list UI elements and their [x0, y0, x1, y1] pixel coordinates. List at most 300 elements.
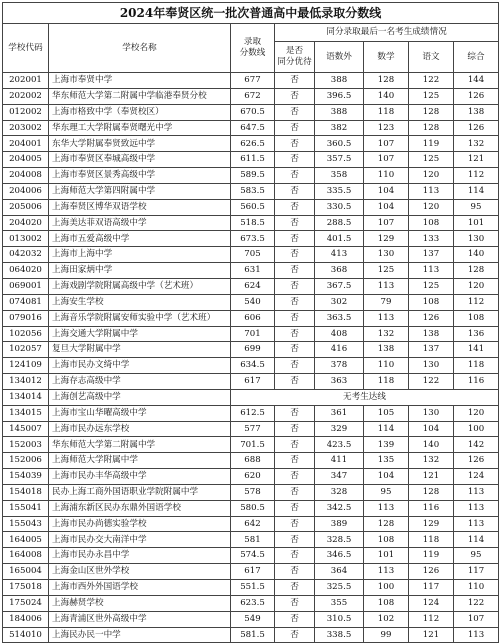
cell-priority: 否	[275, 247, 315, 263]
header-priority-line2: 同分优待	[277, 57, 312, 67]
cell-min-score: 677	[231, 73, 275, 89]
cell-comprehensive: 132	[454, 136, 499, 152]
cell-chinese: 108	[409, 215, 454, 231]
cell-math: 113	[364, 310, 409, 326]
cell-chinese: 119	[409, 136, 454, 152]
cell-school-name: 上海交通大学附属中学	[49, 326, 231, 342]
cell-comprehensive: 141	[454, 342, 499, 358]
header-chinese: 语文	[409, 42, 454, 73]
cell-comprehensive: 130	[454, 231, 499, 247]
cell-school-code: 079016	[3, 310, 49, 326]
cell-chinese: 124	[409, 595, 454, 611]
cell-math: 132	[364, 326, 409, 342]
cell-min-score: 611.5	[231, 152, 275, 168]
cell-chinese-math-foreign: 396.5	[315, 88, 364, 104]
cell-priority: 否	[275, 263, 315, 279]
table-body	[3, 73, 499, 643]
cell-school-code: 069001	[3, 278, 49, 294]
cell-chinese-math-foreign: 342.5	[315, 500, 364, 516]
cell-comprehensive: 112	[454, 294, 499, 310]
table-row	[3, 548, 499, 564]
cell-math: 107	[364, 152, 409, 168]
cell-school-name: 上海美达菲双语高级中学	[49, 215, 231, 231]
cell-school-code: 164008	[3, 548, 49, 564]
cell-school-code: 205006	[3, 199, 49, 215]
header-min-score-line2: 分数线	[239, 48, 266, 58]
cell-min-score: 612.5	[231, 405, 275, 421]
cell-school-code: 154039	[3, 469, 49, 485]
cell-chinese-math-foreign: 329	[315, 421, 364, 437]
cell-school-name: 上海市上海中学	[49, 247, 231, 263]
header-tie-group: 同分录取最后一名考生成绩情况	[275, 24, 499, 42]
cell-priority: 否	[275, 500, 315, 516]
cell-chinese-math-foreign: 389	[315, 516, 364, 532]
cell-school-name: 华东理工大学附属奉贤曙光中学	[49, 120, 231, 136]
cell-comprehensive: 126	[454, 453, 499, 469]
cell-chinese: 138	[409, 326, 454, 342]
cell-chinese: 132	[409, 453, 454, 469]
cell-min-score: 688	[231, 453, 275, 469]
cell-school-code: 165004	[3, 564, 49, 580]
cell-math: 129	[364, 231, 409, 247]
cell-comprehensive: 126	[454, 120, 499, 136]
cell-chinese: 140	[409, 437, 454, 453]
cell-priority: 否	[275, 183, 315, 199]
cell-chinese-math-foreign: 358	[315, 168, 364, 184]
cell-min-score: 581	[231, 532, 275, 548]
cell-school-name: 复旦大学附属中学	[49, 342, 231, 358]
cell-school-code: 204006	[3, 183, 49, 199]
table-row	[3, 389, 499, 405]
cell-school-name: 上海奉贤区博华双语学校	[49, 199, 231, 215]
cell-math: 113	[364, 500, 409, 516]
score-table-container	[2, 2, 498, 643]
cell-school-code: 064020	[3, 263, 49, 279]
table-row	[3, 183, 499, 199]
cell-priority: 否	[275, 326, 315, 342]
cell-min-score: 701.5	[231, 437, 275, 453]
cell-priority: 否	[275, 516, 315, 532]
cell-chinese: 113	[409, 183, 454, 199]
table-row	[3, 500, 499, 516]
cell-chinese: 125	[409, 88, 454, 104]
cell-school-name: 上海创艺高级中学	[49, 389, 231, 405]
cell-chinese: 121	[409, 469, 454, 485]
cell-math: 123	[364, 120, 409, 136]
header-min-score-line1: 录取	[243, 37, 262, 48]
cell-comprehensive: 122	[454, 595, 499, 611]
cell-priority: 否	[275, 294, 315, 310]
cell-math: 113	[364, 278, 409, 294]
cell-math: 99	[364, 627, 409, 643]
table-row	[3, 516, 499, 532]
cell-note: 无考生达线	[231, 389, 499, 405]
cell-math: 114	[364, 421, 409, 437]
cell-school-name: 上海浦东新区民办东鼎外国语学校	[49, 500, 231, 516]
table-row	[3, 231, 499, 247]
cell-school-code: 514010	[3, 627, 49, 643]
cell-priority: 否	[275, 548, 315, 564]
cell-priority: 否	[275, 580, 315, 596]
table-row	[3, 358, 499, 374]
cell-school-code: 155043	[3, 516, 49, 532]
cell-min-score: 581.5	[231, 627, 275, 643]
table-row	[3, 469, 499, 485]
table-row	[3, 405, 499, 421]
table-row	[3, 294, 499, 310]
cell-school-code: 204001	[3, 136, 49, 152]
cell-math: 102	[364, 611, 409, 627]
cell-chinese: 128	[409, 104, 454, 120]
cell-math: 107	[364, 215, 409, 231]
cell-chinese-math-foreign: 335.5	[315, 183, 364, 199]
table-title: 2024年奉贤区统一批次普通高中最低录取分数线	[3, 3, 499, 24]
table-row	[3, 136, 499, 152]
cell-school-code: 204005	[3, 152, 49, 168]
cell-school-name: 上海市奉贤区景秀高级中学	[49, 168, 231, 184]
cell-school-name: 上海市民办尚德实验学校	[49, 516, 231, 532]
cell-math: 104	[364, 199, 409, 215]
cell-chinese-math-foreign: 302	[315, 294, 364, 310]
cell-priority: 否	[275, 405, 315, 421]
cell-min-score: 540	[231, 294, 275, 310]
cell-chinese: 137	[409, 247, 454, 263]
cell-chinese-math-foreign: 368	[315, 263, 364, 279]
cell-priority: 否	[275, 136, 315, 152]
cell-comprehensive: 118	[454, 358, 499, 374]
cell-math: 128	[364, 73, 409, 89]
table-row	[3, 580, 499, 596]
cell-chinese: 122	[409, 374, 454, 390]
cell-min-score: 560.5	[231, 199, 275, 215]
cell-min-score: 617	[231, 564, 275, 580]
cell-comprehensive: 124	[454, 469, 499, 485]
cell-chinese-math-foreign: 413	[315, 247, 364, 263]
cell-min-score: 577	[231, 421, 275, 437]
cell-min-score: 705	[231, 247, 275, 263]
table-row	[3, 595, 499, 611]
cell-school-code: 152003	[3, 437, 49, 453]
cell-min-score: 583.5	[231, 183, 275, 199]
table-row	[3, 310, 499, 326]
header-min-score	[231, 24, 275, 73]
cell-school-code: 102056	[3, 326, 49, 342]
cell-chinese-math-foreign: 288.5	[315, 215, 364, 231]
cell-chinese: 133	[409, 231, 454, 247]
cell-math: 110	[364, 358, 409, 374]
cell-school-code: 152006	[3, 453, 49, 469]
table-row	[3, 168, 499, 184]
cell-math: 113	[364, 564, 409, 580]
cell-min-score: 551.5	[231, 580, 275, 596]
cell-min-score: 606	[231, 310, 275, 326]
cell-min-score: 518.5	[231, 215, 275, 231]
cell-chinese: 120	[409, 199, 454, 215]
cell-school-name: 上海市格致中学（奉贤校区）	[49, 104, 231, 120]
cell-school-name: 上海市民办永昌中学	[49, 548, 231, 564]
cell-school-code: 012002	[3, 104, 49, 120]
cell-min-score: 580.5	[231, 500, 275, 516]
cell-chinese: 119	[409, 548, 454, 564]
cell-school-code: 134012	[3, 374, 49, 390]
cell-chinese: 122	[409, 73, 454, 89]
table-row	[3, 215, 499, 231]
cell-priority: 否	[275, 120, 315, 136]
cell-comprehensive: 136	[454, 326, 499, 342]
cell-math: 118	[364, 374, 409, 390]
cell-priority: 否	[275, 611, 315, 627]
cell-school-name: 上海市宝山华曜高级中学	[49, 405, 231, 421]
cell-school-code: 184006	[3, 611, 49, 627]
cell-chinese-math-foreign: 411	[315, 453, 364, 469]
cell-chinese-math-foreign: 310.5	[315, 611, 364, 627]
table-row	[3, 247, 499, 263]
cell-min-score: 670.5	[231, 104, 275, 120]
table-row	[3, 611, 499, 627]
cell-chinese-math-foreign: 388	[315, 73, 364, 89]
cell-math: 130	[364, 247, 409, 263]
cell-school-code: 134015	[3, 405, 49, 421]
cell-math: 95	[364, 484, 409, 500]
cell-chinese: 137	[409, 342, 454, 358]
cell-min-score: 673.5	[231, 231, 275, 247]
cell-math: 100	[364, 580, 409, 596]
cell-chinese-math-foreign: 408	[315, 326, 364, 342]
cell-min-score: 699	[231, 342, 275, 358]
cell-chinese-math-foreign: 347	[315, 469, 364, 485]
cell-school-code: 175024	[3, 595, 49, 611]
cell-school-name: 上海戏剧学院附属高级中学（艺术班）	[49, 278, 231, 294]
cell-math: 107	[364, 136, 409, 152]
cell-chinese-math-foreign: 338.5	[315, 627, 364, 643]
table-row	[3, 120, 499, 136]
cell-comprehensive: 95	[454, 199, 499, 215]
cell-priority: 否	[275, 627, 315, 643]
table-row	[3, 437, 499, 453]
cell-comprehensive: 138	[454, 104, 499, 120]
cell-comprehensive: 116	[454, 374, 499, 390]
cell-chinese-math-foreign: 361	[315, 405, 364, 421]
cell-comprehensive: 110	[454, 580, 499, 596]
table-row	[3, 421, 499, 437]
cell-chinese-math-foreign: 363.5	[315, 310, 364, 326]
cell-comprehensive: 107	[454, 611, 499, 627]
cell-school-name: 华东师范大学第二附属中学临港奉贤分校	[49, 88, 231, 104]
header-priority	[275, 42, 315, 73]
cell-priority: 否	[275, 168, 315, 184]
cell-math: 104	[364, 469, 409, 485]
cell-min-score: 626.5	[231, 136, 275, 152]
cell-school-code: 164005	[3, 532, 49, 548]
cell-school-name: 上海市民办远东学校	[49, 421, 231, 437]
cell-chinese: 117	[409, 580, 454, 596]
table-row	[3, 326, 499, 342]
cell-chinese-math-foreign: 423.5	[315, 437, 364, 453]
cell-min-score: 623.5	[231, 595, 275, 611]
cell-chinese: 121	[409, 627, 454, 643]
cell-school-name: 华东师范大学第二附属中学	[49, 437, 231, 453]
header-priority-line1: 是否	[285, 46, 304, 57]
cell-min-score: 701	[231, 326, 275, 342]
cell-chinese: 130	[409, 358, 454, 374]
cell-min-score: 549	[231, 611, 275, 627]
cell-chinese-math-foreign: 401.5	[315, 231, 364, 247]
cell-math: 118	[364, 104, 409, 120]
cell-school-name: 上海音乐学院附属安师实验中学（艺术班）	[49, 310, 231, 326]
cell-math: 108	[364, 595, 409, 611]
cell-comprehensive: 120	[454, 405, 499, 421]
cell-school-code: 042032	[3, 247, 49, 263]
score-table	[2, 2, 499, 643]
header-school-code: 学校代码	[3, 24, 49, 73]
cell-school-name: 上海市民办文绮中学	[49, 358, 231, 374]
cell-priority: 否	[275, 199, 315, 215]
cell-priority: 否	[275, 73, 315, 89]
cell-min-score: 578	[231, 484, 275, 500]
cell-chinese-math-foreign: 328	[315, 484, 364, 500]
cell-chinese-math-foreign: 363	[315, 374, 364, 390]
cell-school-name: 上海青浦区世外高级中学	[49, 611, 231, 627]
cell-school-code: 154018	[3, 484, 49, 500]
cell-chinese-math-foreign: 330.5	[315, 199, 364, 215]
cell-priority: 否	[275, 278, 315, 294]
cell-chinese: 120	[409, 168, 454, 184]
cell-school-name: 上海市奉贤中学	[49, 73, 231, 89]
cell-chinese: 113	[409, 263, 454, 279]
cell-school-code: 175018	[3, 580, 49, 596]
cell-school-code: 074081	[3, 294, 49, 310]
cell-school-name: 上海市五爱高级中学	[49, 231, 231, 247]
cell-school-name: 上海市民办丰华高级中学	[49, 469, 231, 485]
cell-math: 139	[364, 437, 409, 453]
cell-comprehensive: 144	[454, 73, 499, 89]
cell-priority: 否	[275, 484, 315, 500]
cell-chinese: 130	[409, 405, 454, 421]
table-row	[3, 199, 499, 215]
table-row	[3, 484, 499, 500]
cell-priority: 否	[275, 421, 315, 437]
table-row	[3, 88, 499, 104]
cell-chinese: 125	[409, 278, 454, 294]
cell-chinese: 126	[409, 564, 454, 580]
cell-math: 110	[364, 168, 409, 184]
cell-chinese-math-foreign: 416	[315, 342, 364, 358]
table-row	[3, 73, 499, 89]
cell-priority: 否	[275, 532, 315, 548]
cell-school-code: 202002	[3, 88, 49, 104]
cell-chinese: 126	[409, 310, 454, 326]
cell-priority: 否	[275, 453, 315, 469]
cell-min-score: 574.5	[231, 548, 275, 564]
table-row	[3, 104, 499, 120]
cell-min-score: 634.5	[231, 358, 275, 374]
table-row	[3, 374, 499, 390]
cell-priority: 否	[275, 564, 315, 580]
table-row	[3, 532, 499, 548]
table-row	[3, 342, 499, 358]
header-school-name: 学校名称	[49, 24, 231, 73]
cell-comprehensive: 126	[454, 88, 499, 104]
cell-comprehensive: 100	[454, 421, 499, 437]
cell-chinese-math-foreign: 328.5	[315, 532, 364, 548]
cell-school-name: 上海师范大学第四附属中学	[49, 183, 231, 199]
cell-min-score: 589.5	[231, 168, 275, 184]
cell-school-code: 204008	[3, 168, 49, 184]
cell-chinese-math-foreign: 357.5	[315, 152, 364, 168]
cell-school-name: 上海田家炳中学	[49, 263, 231, 279]
cell-school-code: 203002	[3, 120, 49, 136]
cell-school-name: 上海安生学校	[49, 294, 231, 310]
cell-comprehensive: 112	[454, 168, 499, 184]
cell-school-name: 上海市奉贤区奉城高级中学	[49, 152, 231, 168]
cell-chinese-math-foreign: 325.5	[315, 580, 364, 596]
cell-priority: 否	[275, 469, 315, 485]
cell-comprehensive: 121	[454, 152, 499, 168]
cell-math: 140	[364, 88, 409, 104]
cell-chinese: 125	[409, 152, 454, 168]
cell-priority: 否	[275, 215, 315, 231]
cell-min-score: 631	[231, 263, 275, 279]
cell-math: 128	[364, 516, 409, 532]
cell-priority: 否	[275, 358, 315, 374]
cell-chinese: 116	[409, 500, 454, 516]
cell-school-name: 上海市西外外国语学校	[49, 580, 231, 596]
cell-chinese: 112	[409, 611, 454, 627]
table-row	[3, 278, 499, 294]
cell-chinese-math-foreign: 388	[315, 104, 364, 120]
cell-comprehensive: 114	[454, 183, 499, 199]
cell-min-score: 647.5	[231, 120, 275, 136]
cell-school-name: 上海赫贤学校	[49, 595, 231, 611]
cell-comprehensive: 101	[454, 215, 499, 231]
cell-math: 108	[364, 532, 409, 548]
table-row	[3, 627, 499, 643]
cell-comprehensive: 113	[454, 500, 499, 516]
cell-school-code: 155041	[3, 500, 49, 516]
cell-priority: 否	[275, 231, 315, 247]
cell-priority: 否	[275, 310, 315, 326]
table-row	[3, 453, 499, 469]
cell-min-score: 672	[231, 88, 275, 104]
cell-school-code: 204020	[3, 215, 49, 231]
cell-comprehensive: 114	[454, 532, 499, 548]
cell-school-name: 上海民办民一中学	[49, 627, 231, 643]
cell-chinese: 129	[409, 516, 454, 532]
header-comprehensive: 综合	[454, 42, 499, 73]
table-row	[3, 263, 499, 279]
cell-chinese-math-foreign: 346.5	[315, 548, 364, 564]
cell-school-name: 民办上海工商外国语职业学院附属中学	[49, 484, 231, 500]
cell-school-name: 上海金山区世外学校	[49, 564, 231, 580]
cell-min-score: 642	[231, 516, 275, 532]
cell-school-name: 上海师范大学附属中学	[49, 453, 231, 469]
cell-school-name: 东华大学附属奉贤致远中学	[49, 136, 231, 152]
header-chinese-math-foreign: 语数外	[315, 42, 364, 73]
cell-school-name: 上海存志高级中学	[49, 374, 231, 390]
cell-math: 135	[364, 453, 409, 469]
cell-school-code: 134014	[3, 389, 49, 405]
cell-comprehensive: 128	[454, 263, 499, 279]
cell-comprehensive: 142	[454, 437, 499, 453]
cell-priority: 否	[275, 152, 315, 168]
cell-chinese-math-foreign: 364	[315, 564, 364, 580]
cell-chinese: 128	[409, 484, 454, 500]
cell-chinese-math-foreign: 382	[315, 120, 364, 136]
cell-math: 105	[364, 405, 409, 421]
cell-chinese: 118	[409, 532, 454, 548]
cell-chinese: 104	[409, 421, 454, 437]
cell-math: 104	[364, 183, 409, 199]
